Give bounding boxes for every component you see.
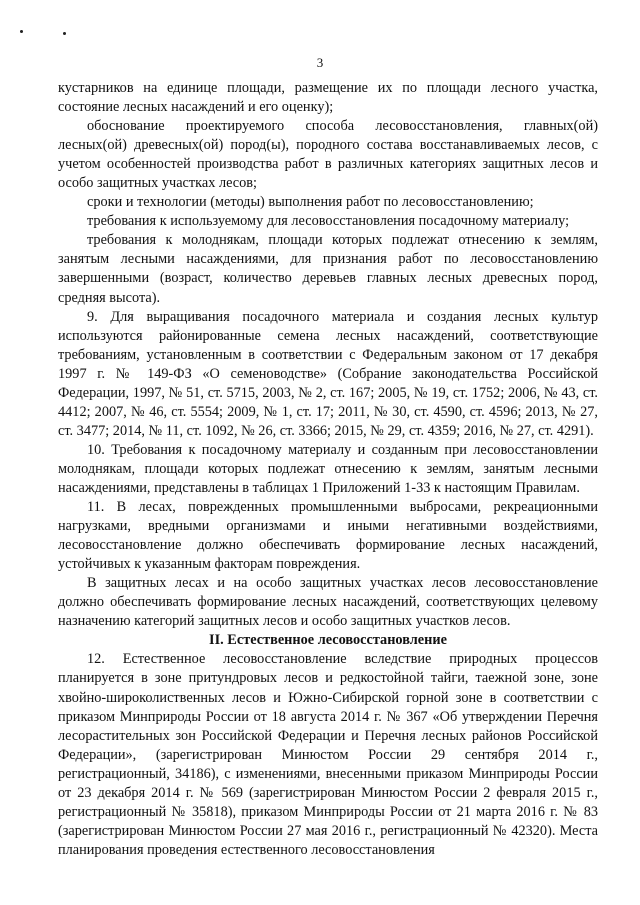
paragraph-12: 12. Естественное лесовосстановление вследствие природных процессов планируется в зоне притундровых лесов и редкостойной тайги, таежной зоне, зоне хвойно-широколиственных лесов и Южно-Сибирской горной зоне в соответствии с приказом Минприроды России от 18 августа 2014 г. № 367 «Об утверждении Перечня лесорастительных зон Российской Федерации и Перечня лесных районов Российской Федерации», (зарегистрирован Минюстом России 29 сентября 2014 г., регистрационный, 34186), с изменениями, внесенными приказом Минприроды России от 23 декабря 2014 г. № 569 (зарегистрирован Минюстом России 2 февраля 2015 г., регистрационный № 35818), приказом Минприроды России от 21 марта 2016 г. № 83 (зарегистрирован Минюстом России 27 мая 2016 г., регистрационный № 42320). Места планирования проведения естественного лесовосстановления (58, 651, 598, 858)
paragraph-9: 9. Для выращивания посадочного материала и создания лесных культур используются районированные семена лесных насаждений, соответствующие требованиям, установленным в соответствии с Федеральным законом от 17 декабря 1997 г. № 149-ФЗ «О семеноводстве» (Собрание законодательства Российской Федерации, 1997, № 51, ст. 5715, 2003, № 2, ст. 167; 2005, № 19, ст. 1752; 2006, № 43, ст. 4412; 2007, № 46, ст. 5554; 2009, № 1, ст. 17; 2011, № 30, ст. 4590, ст. 4596; 2013, № 27, ст. 3477; 2014, № 11, ст. 1092, № 26, ст. 3366; 2015, № 29, ст. 4359; 2016, № 27, ст. 4291). (58, 308, 598, 439)
paragraph-protective-forests: В защитных лесах и на особо защитных участках лесов лесовосстановление должно обеспечивать формирование лесных насаждений, соответствующих целевому назначению категорий защитных лесов и особо защитных участков лесов. (58, 575, 598, 630)
section-heading-natural-reforestation: II. Естественное лесовосстановление (209, 632, 447, 649)
paragraph-justification-method: обоснование проектируемого способа лесовосстановления, главных(ой) лесных(ой) древесных(ой) пород(ы), породного состава восстанавливаемых лесов, с учетом особенностей производства работ в различных категориях защитных лесов и особо защитных участках лесов; (58, 118, 598, 192)
paragraph-young-stand-requirements: требования к молоднякам, площади которых подлежат отнесению к землям, занятым лесными насаждениями, для признания работ по лесовосстановлению завершенными (возраст, количество деревьев главных лесных древесных пород, средняя высота). (58, 232, 598, 306)
page-number: 3 (316, 55, 324, 70)
paragraph-planting-material-requirements: требования к используемому для лесовосстановления посадочному материалу; (87, 213, 570, 230)
paragraph-timing-technology: сроки и технологии (методы) выполнения работ по лесовосстановлению; (87, 194, 534, 211)
paragraph-10: 10. Требования к посадочному материалу и созданным при лесовосстановлении молоднякам, площади которых подлежат отнесению к землям, занятым лесными насаждениями, представлены в таблицах 1 Приложений 1-33 к настоящим Правилам. (58, 441, 598, 496)
paragraph-11: 11. В лесах, поврежденных промышленными выбросами, рекреационными нагрузками, вредными организмами и иными негативными воздействиями, лесовосстановление должно обеспечивать формирование лесных насаждений, устойчивых к указанным факторам повреждения. (58, 499, 598, 573)
scan-specks (20, 28, 80, 38)
scan-speck (20, 30, 23, 33)
paragraph-1-continuation: кустарников на единице площади, размещение их по площади лесного участка, состояние лесных насаждений и его оценку); (58, 80, 598, 116)
document-body (58, 79, 598, 860)
scan-speck (63, 32, 66, 35)
